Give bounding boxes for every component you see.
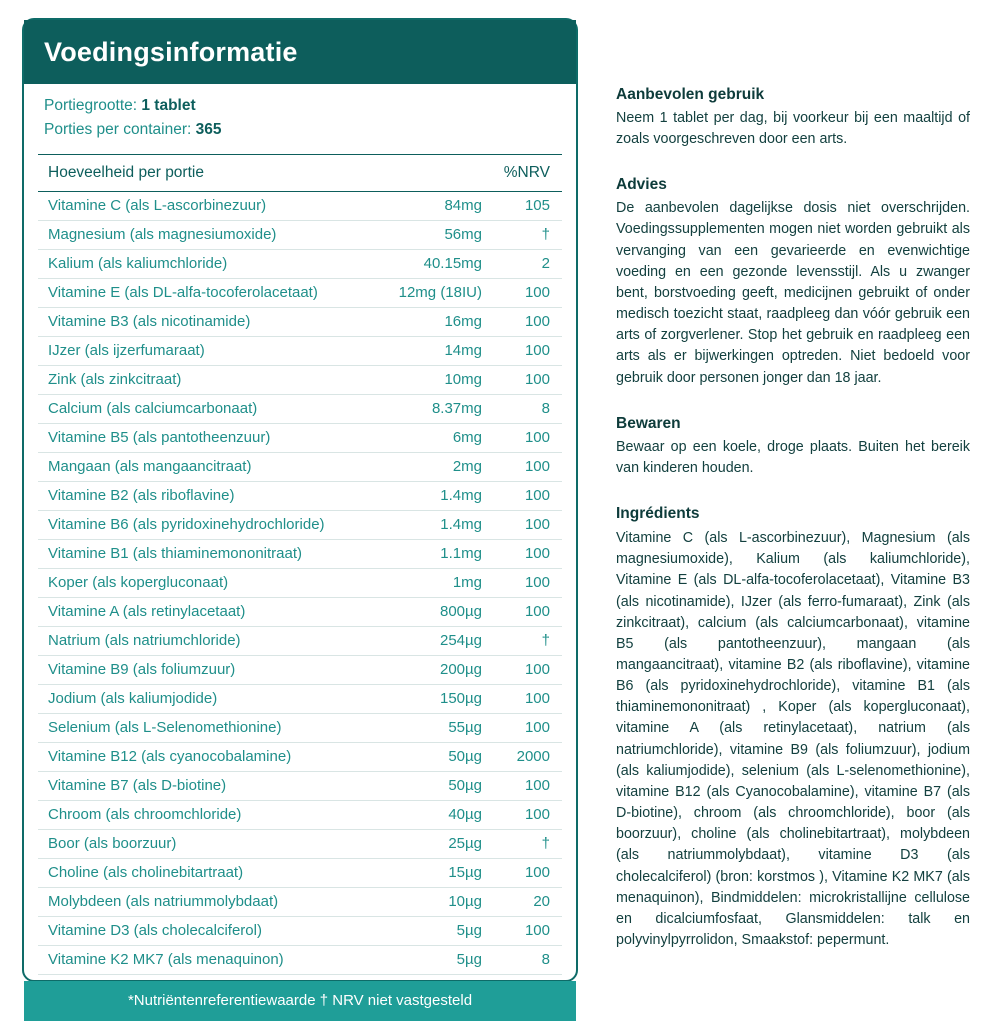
table-row [38,192,562,221]
table-row [38,395,562,424]
nutrient-amount: 12mg (18IU) [398,284,482,302]
servings-value: 365 [195,120,222,138]
nutrient-nrv: 20 [533,893,550,911]
nutrient-name: Zink (als zinkcitraat) [48,371,182,389]
table-row [38,801,562,830]
nutrient-nrv: 100 [524,458,550,476]
nutrient-nrv: † [541,632,550,650]
table-header-row [38,154,562,192]
nutrient-nrv: 100 [524,922,550,940]
nutrient-amount: 800µg [439,603,482,621]
column-header-amount: Hoeveelheid per portie [48,163,204,181]
section-advice [616,176,970,388]
nutrient-name: Vitamine B6 (als pyridoxinehydrochloride) [48,516,325,534]
table-row [38,598,562,627]
nutrient-nrv: 2 [541,255,550,273]
nutrient-table [38,192,562,975]
table-row [38,917,562,946]
table-row [38,221,562,250]
nutrient-amount: 55µg [448,719,482,737]
storage-body: Bewaar op een koele, droge plaats. Buiten het bereik van kinderen houden. [616,438,970,476]
table-row [38,569,562,598]
nutrient-name: Choline (als cholinebitartraat) [48,864,244,882]
table-row [38,482,562,511]
nutrient-nrv: 100 [524,516,550,534]
nutrient-name: Mangaan (als mangaancitraat) [48,458,252,476]
table-row [38,453,562,482]
nutrient-amount: 1mg [452,574,482,592]
nutrient-name: Jodium (als kaliumjodide) [48,690,218,708]
label-footnote: *Nutriëntenreferentiewaarde † NRV niet vastgesteld [24,981,576,1021]
usage-body: Neem 1 tablet per dag, bij voorkeur bij een maaltijd of zoals voorgeschreven door een arts. [616,110,970,148]
nutrient-amount: 1.4mg [440,516,482,534]
nutrient-name: Boor (als boorzuur) [48,835,177,853]
servings-per-container-line [44,118,556,142]
nutrient-name: Vitamine B7 (als D-biotine) [48,777,227,795]
nutrient-amount: 6mg [452,429,482,447]
nutrient-amount: 50µg [448,748,482,766]
nutrient-nrv: 100 [524,864,550,882]
nutrient-nrv: 100 [524,371,550,389]
nutrient-amount: 150µg [439,690,482,708]
nutrient-name: Vitamine E (als DL-alfa-tocoferolacetaat) [48,284,318,302]
nutrient-nrv: 100 [524,690,550,708]
nutrient-amount: 50µg [448,777,482,795]
nutrient-name: IJzer (als ijzerfumaraat) [48,342,205,360]
nutrient-name: Calcium (als calciumcarbonaat) [48,400,258,418]
nutrient-nrv: 100 [524,603,550,621]
nutrient-nrv: 2000 [516,748,550,766]
usage-title: Aanbevolen gebruik [616,86,765,103]
nutrient-nrv: 100 [524,545,550,563]
nutrient-name: Vitamine B2 (als riboflavine) [48,487,235,505]
table-row [38,743,562,772]
ingredients-body: Vitamine C (als L-ascorbinezuur), Magnesium (als magnesiumoxide), Kalium (als kaliumchloride), Vitamine E (als DL-alfa-tocoferolacetaat), Vitamine B3 (als nicotinamide), IJzer (als ferro-fumaraat), Zink (als zinkcitraat), calcium (als calciumcarbonaat), vitamine B5 (als pantotheenzuur), mangaan (als mangaancitraat), vitamine B2 (als riboflavine), vitamine B6 (als pyridoxinehydrochloride), vitamine B1 (als thiaminemononitraat) , Koper (als kopergluconaat), vitamine A (als retinylacetaat), natrium (als natriumchloride), vitamine B9 (als foliumzuur), jodium (als kaliumjodide), selenium (als L-selenomethionine), vitamine B12 (als Cyanocobalamine), vitamine B7 (als D-biotine), chroom (als chroomchloride), boor (als boorzuur), choline (als cholinebitartraat), molybdeen (als natriummolybdaat), vitamine D3 (als cholecalciferol) (bron: korstmos ), Vitamine K2 MK7 (als menaquinon), Bindmiddelen: microkristallijne cellulose en dicalciumfosfaat, Glansmiddelen: talk en polyvinylpyrrolidon, Smaakstof: pepermunt. [616,530,970,948]
label-header [24,20,576,84]
nutrient-nrv: 105 [524,197,550,215]
nutrient-name: Selenium (als L-Selenomethionine) [48,719,282,737]
table-row [38,337,562,366]
nutrient-amount: 10mg [444,371,482,389]
table-row [38,685,562,714]
nutrient-name: Vitamine B5 (als pantotheenzuur) [48,429,271,447]
serving-size-label: Portiegrootte: [44,96,138,114]
nutrient-amount: 25µg [448,835,482,853]
nutrient-nrv: † [541,226,550,244]
nutrient-name: Vitamine A (als retinylacetaat) [48,603,246,621]
table-row [38,859,562,888]
nutrient-nrv: 100 [524,342,550,360]
nutrient-nrv: 100 [524,806,550,824]
table-row [38,540,562,569]
nutrient-name: Magnesium (als magnesiumoxide) [48,226,277,244]
nutrient-name: Vitamine B9 (als foliumzuur) [48,661,236,679]
nutrient-nrv: 100 [524,661,550,679]
nutrient-name: Vitamine B1 (als thiaminemononitraat) [48,545,303,563]
table-row [38,627,562,656]
nutrient-name: Chroom (als chroomchloride) [48,806,242,824]
nutrient-amount: 10µg [448,893,482,911]
nutrient-amount: 1.4mg [440,487,482,505]
nutrient-amount: 5µg [456,922,482,940]
nutrient-name: Vitamine D3 (als cholecalciferol) [48,922,262,940]
table-row [38,366,562,395]
advice-title: Advies [616,176,667,194]
nutrient-name: Vitamine C (als L-ascorbinezuur) [48,197,267,215]
table-row [38,250,562,279]
section-storage [616,415,970,479]
nutrient-nrv: 100 [524,777,550,795]
nutrient-amount: 16mg [444,313,482,331]
table-row [38,308,562,337]
page-title: Voedingsinformatie [44,37,298,67]
nutrient-name: Koper (als kopergluconaat) [48,574,229,592]
table-row [38,424,562,453]
section-ingredients [616,505,970,951]
nutrient-nrv: † [541,835,550,853]
serving-info [24,84,576,150]
nutrient-amount: 84mg [444,197,482,215]
nutrition-label-panel [22,18,578,1009]
nutrient-amount: 5µg [456,951,482,969]
table-row [38,888,562,917]
nutrient-nrv: 8 [541,951,550,969]
nutrient-amount: 254µg [439,632,482,650]
nutrient-nrv: 100 [524,574,550,592]
table-row [38,772,562,801]
nutrient-nrv: 100 [524,313,550,331]
table-row [38,511,562,540]
nutrient-name: Molybdeen (als natriummolybdaat) [48,893,279,911]
nutrient-nrv: 100 [524,284,550,302]
nutrient-nrv: 100 [524,719,550,737]
nutrient-name: Vitamine B12 (als cyanocobalamine) [48,748,292,766]
table-row [38,279,562,308]
serving-size-value: 1 tablet [141,96,196,114]
nutrient-nrv: 8 [541,400,550,418]
nutrient-nrv: 100 [524,487,550,505]
nutrient-name: Vitamine K2 MK7 (als menaquinon) [48,951,284,969]
serving-size-line [44,94,556,118]
nutrient-name: Kalium (als kaliumchloride) [48,255,228,273]
nutrient-amount: 2mg [452,458,482,476]
info-panel [578,18,978,982]
storage-title: Bewaren [616,414,681,432]
table-row [38,714,562,743]
nutrient-amount: 40µg [448,806,482,824]
nutrient-amount: 56mg [444,226,482,244]
nutrient-nrv: 100 [524,429,550,447]
nutrient-name: Natrium (als natriumchloride) [48,632,241,650]
nutrient-amount: 1.1mg [440,545,482,563]
nutrient-amount: 15µg [448,864,482,882]
table-row [38,656,562,685]
nutrient-amount: 14mg [444,342,482,360]
nutrient-amount: 200µg [439,661,482,679]
nutrient-amount: 8.37mg [431,400,482,418]
table-row [38,946,562,975]
nutrient-amount: 40.15mg [423,255,482,273]
table-row [38,830,562,859]
column-header-nrv: %NRV [503,163,550,181]
advice-body: De aanbevolen dagelijkse dosis niet overschrijden. Voedingssupplementen mogen niet worden gebruikt als vervanging van een gevarieerde en evenwichtige voeding en een gezonde levensstijl. Als u zwanger bent, borstvoeding geeft, medicijnen gebruikt of onder medisch toezicht staat, raadpleeg dan vóór gebruik een arts of zorgverlener. Stop het gebruik en raadpleeg een arts als er bijwerkingen optreden. Niet bedoeld voor gebruik door personen jonger dan 18 jaar. [616,200,970,386]
servings-label: Porties per container: [44,120,192,138]
ingredients-title: Ingrédients [616,505,700,523]
section-recommended-use [616,86,970,150]
nutrient-name: Vitamine B3 (als nicotinamide) [48,313,251,331]
